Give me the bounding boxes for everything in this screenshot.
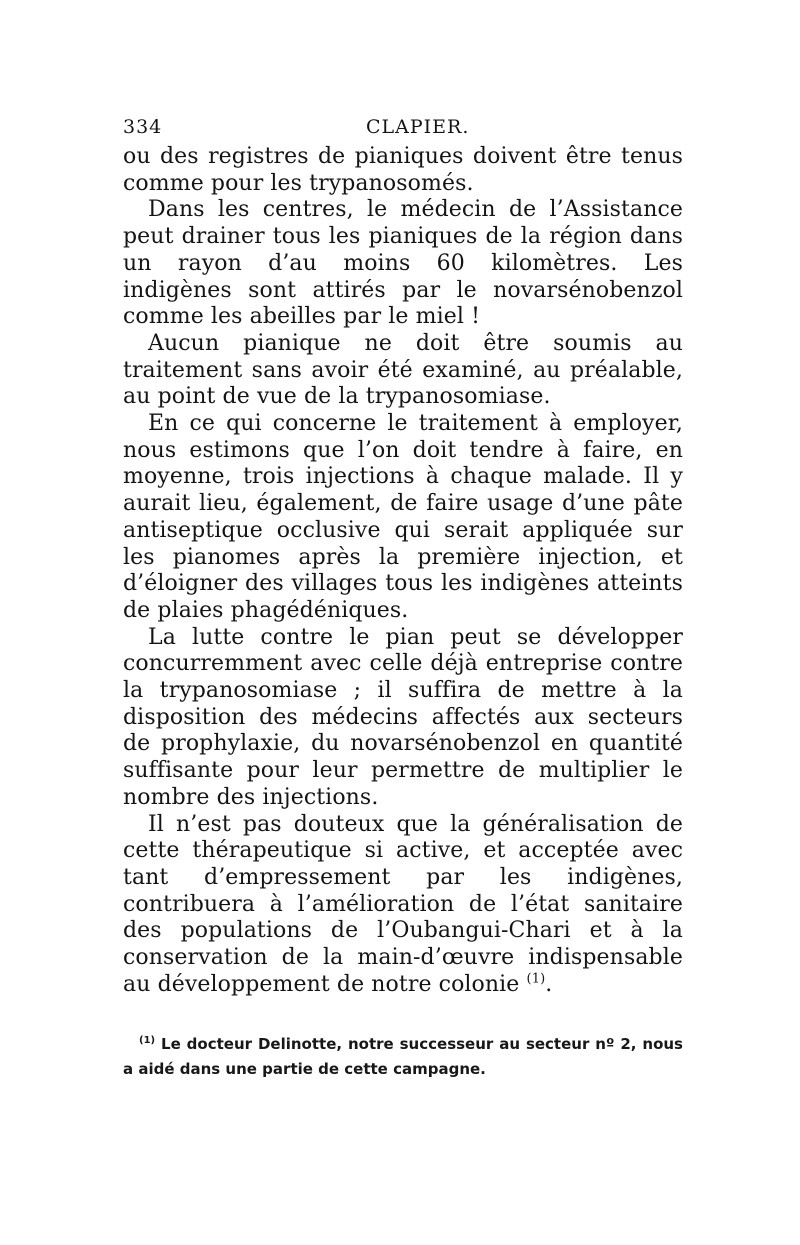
page-number: 334 [123, 116, 163, 138]
running-title: CLAPIER. [366, 116, 470, 138]
running-head [123, 112, 683, 144]
paragraph-2: Dans les centres, le médecin de l’Assistance peut drainer tous les pianiques de la région dans un rayon d’au moins 60 kilomètres. Les indigènes sont attirés par le novarsénobenzol comme les abeilles par le miel ! [123, 197, 683, 330]
paragraph-6-text: Il n’est pas douteux que la généralisation de cette thérapeutique si active, et acceptée avec tant d’empressement par les indigènes, contribuera à l’amélioration de l’état sanitaire des populations de l’Oubangui-Chari et à la conservation de la main-d’œuvre indispensable au développement de notre colonie [123, 811, 683, 997]
paragraph-1: ou des registres de pianiques doivent être tenus comme pour les trypanosomés. [123, 144, 683, 196]
book-page [123, 112, 683, 1082]
footnote-1 [123, 1032, 683, 1082]
paragraph-4: En ce qui concerne le traitement à employer, nous estimons que l’on doit tendre à faire, en moyenne, trois injections à chaque malade. Il y aurait lieu, également, de faire usage d’une pâte antiseptique occlusive qui serait appliquée sur les pianomes après la première injection, et d’éloigner des villages tous les indigènes atteints de plaies phagédéniques. [123, 411, 683, 623]
footnote-mark: (1) [139, 1034, 156, 1046]
body-text [123, 144, 683, 999]
paragraph-5: La lutte contre le pian peut se développer concurremment avec celle déjà entreprise contre la trypanosomiase ; il suffira de mettre à la disposition des médecins affectés aux secteurs de prophylaxie, du novarsénobenzol en quantité suffisante pour leur permettre de multiplier le nombre des injections. [123, 624, 683, 810]
footnote-reference: (1) [526, 971, 546, 987]
paragraph-3: Aucun pianique ne doit être soumis au traitement sans avoir été examiné, au préalable, au point de vue de la trypanosomiase. [123, 330, 683, 410]
footnotes [123, 1032, 683, 1082]
final-punctuation: . [545, 971, 553, 997]
footnote-text: Le docteur Delinotte, notre successeur au secteur nº 2, nous a aidé dans une partie de cette campagne. [123, 1034, 683, 1078]
paragraph-6 [123, 812, 683, 999]
